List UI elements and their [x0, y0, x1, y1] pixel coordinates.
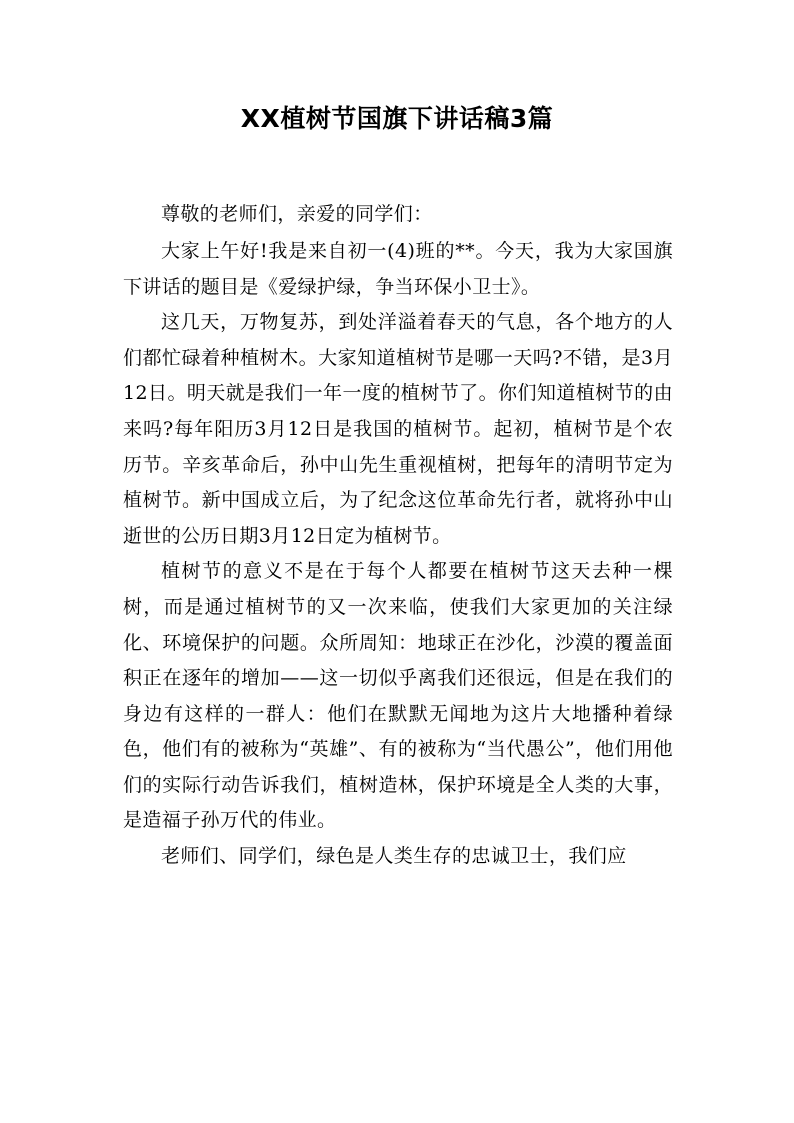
- paragraph-greeting: 尊敬的老师们，亲爱的同学们：: [161, 203, 433, 225]
- paragraph-closing-partial: 老师们、同学们，绿色是人类生存的忠诚卫士，我们应: [161, 845, 627, 868]
- paragraph-introduction: 大家上午好!我是来自初一(4)班的**。今天，我为大家国旗下讲话的题目是《爱绿护绿，争当环保小卫士》。: [123, 239, 673, 298]
- paragraph-arbor-day-meaning: 植树节的意义不是在于每个人都要在植树节这天去种一棵树，而是通过植树节的又一次来临，使我们大家更加的关注绿化、环境保护的问题。众所周知：地球正在沙化，沙漠的覆盖面积正在逐年的增加——这一切似乎离我们还很远，但是在我们的身边有这样的一群人：他们在默默无闻地为这片大地播种着绿色，他们有的被称为“英雄”、有的被称为“当代愚公”，他们用他们的实际行动告诉我们，植树造林，保护环境是全人类的大事，是造福子孙万代的伟业。: [123, 560, 673, 832]
- document-title: XX植树节国旗下讲话稿3篇: [240, 104, 554, 133]
- document-body: [123, 197, 673, 875]
- paragraph-arbor-day-origin: 这几天，万物复苏，到处洋溢着春天的气息，各个地方的人们都忙碌着种植树木。大家知道植树节是哪一天吗?不错，是3月12日。明天就是我们一年一度的植树节了。你们知道植树节的由来吗?每年阳历3月12日是我国的植树节。起初，植树节是个农历节。辛亥革命后，孙中山先生重视植树，把每年的清明节定为植树节。新中国成立后，为了纪念这位革命先行者，就将孙中山逝世的公历日期3月12日定为植树节。: [123, 311, 673, 547]
